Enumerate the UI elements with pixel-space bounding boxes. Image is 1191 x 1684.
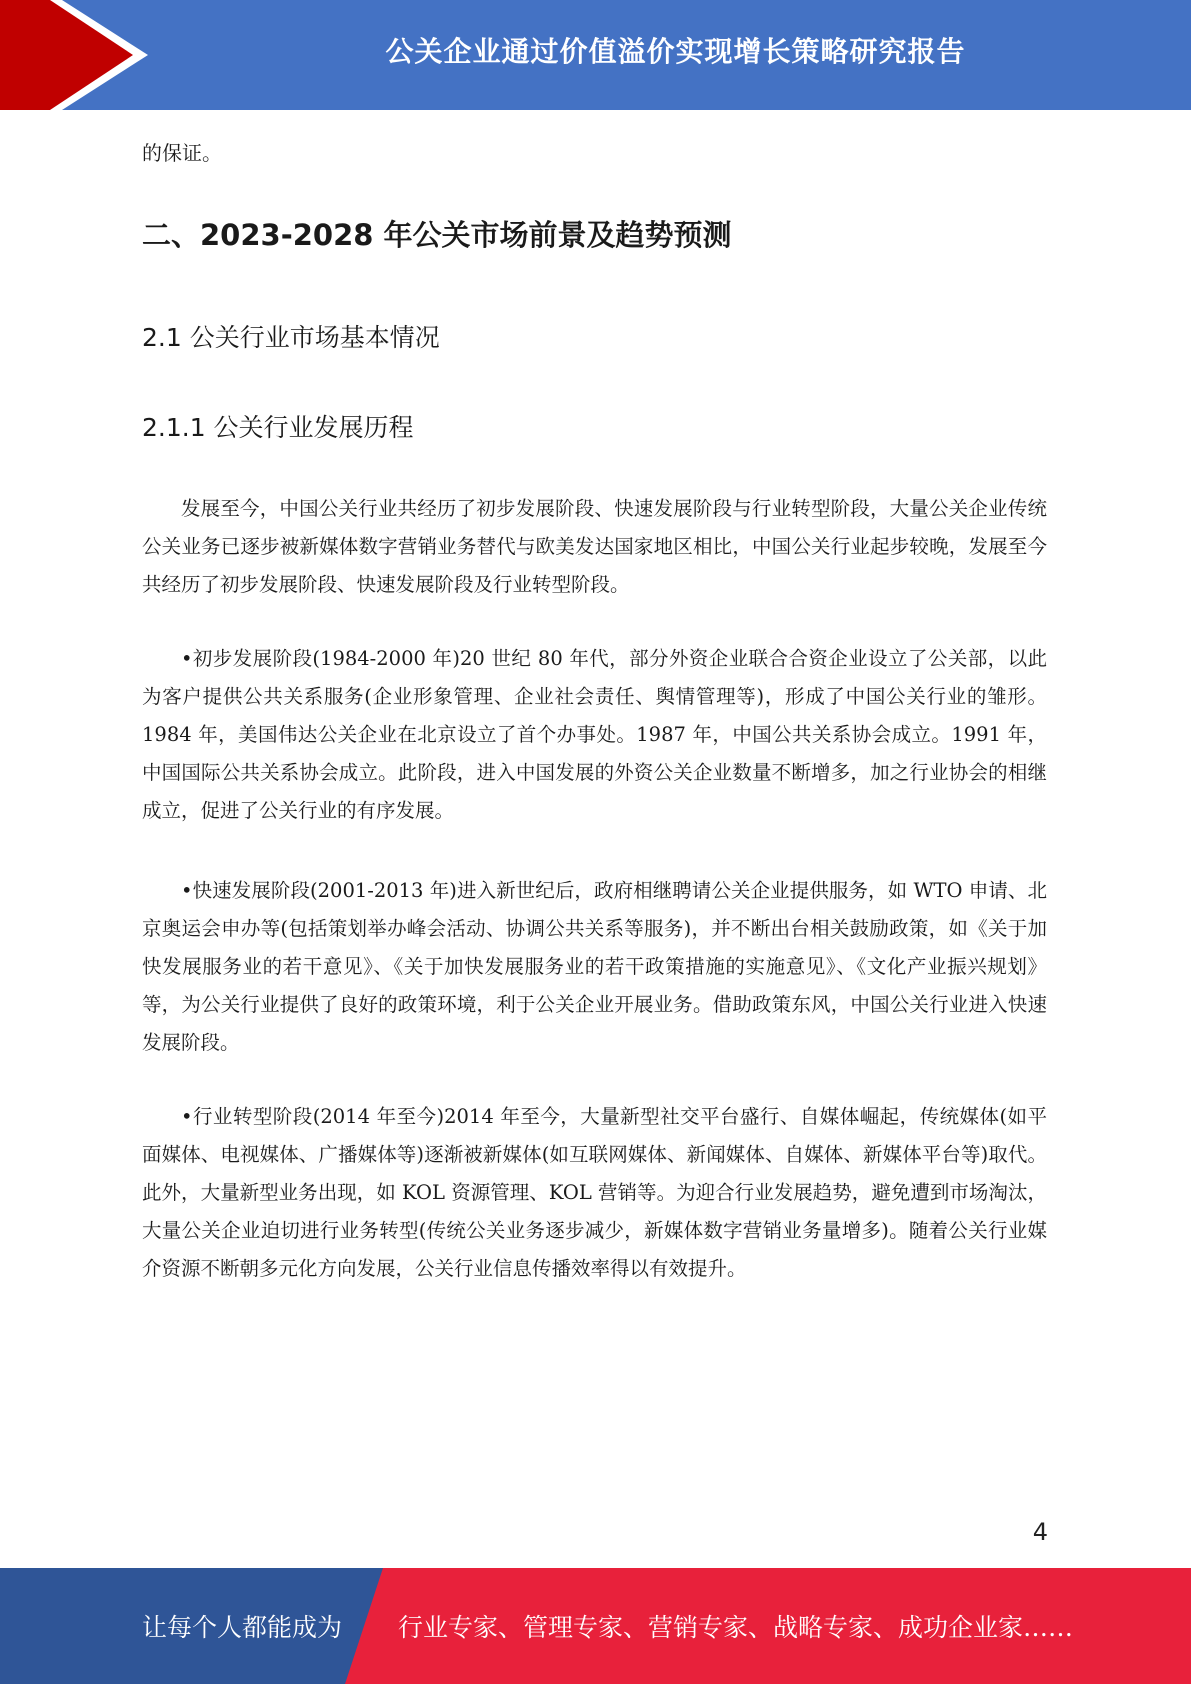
- header-title: 公关企业通过价值溢价实现增长策略研究报告: [385, 35, 966, 68]
- page-header: [0, 0, 1191, 110]
- paragraph-initial-stage: •初步发展阶段(1984-2000 年)20 世纪 80 年代，部分外资企业联合合资企业设立了公关部，以此为客户提供公共关系服务(企业形象管理、企业社会责任、舆情管理等)，形成了中国公关行业的雏形。1984 年，美国伟达公关企业在北京设立了首个办事处。1987 年，中国公共关系协会成立。1991 年，中国国际公共关系协会成立。此阶段，进入中国发展的外资公关企业数量不断增多，加之行业协会的相继成立，促进了公关行业的有序发展。: [142, 647, 1047, 822]
- page-footer: [0, 1568, 1191, 1684]
- footer-slogan-left: 让每个人都能成为: [142, 1613, 343, 1642]
- paragraph-transformation-stage: •行业转型阶段(2014 年至今)2014 年至今，大量新型社交平台盛行、自媒体崛起，传统媒体(如平面媒体、电视媒体、广播媒体等)逐渐被新媒体(如互联网媒体、新闻媒体、自媒体、新媒体平台等)取代。此外，大量新型业务出现，如 KOL 资源管理、KOL 营销等。为迎合行业发展趋势，避免遭到市场淘汰，大量公关企业迫切进行业务转型(传统公关业务逐步减少，新媒体数字营销业务量增多)。随着公关行业媒介资源不断朝多元化方向发展，公关行业信息传播效率得以有效提升。: [142, 1105, 1047, 1280]
- intro-fragment: 的保证。: [142, 141, 222, 165]
- section-title: 二、2023-2028 年公关市场前景及趋势预测: [142, 218, 732, 252]
- page-number: 4: [1032, 1518, 1048, 1546]
- subsubsection-title: 2.1.1 公关行业发展历程: [142, 413, 414, 442]
- paragraph-overview: 发展至今，中国公关行业共经历了初步发展阶段、快速发展阶段与行业转型阶段，大量公关企业传统公关业务已逐步被新媒体数字营销业务替代与欧美发达国家地区相比，中国公关行业起步较晚，发展至今共经历了初步发展阶段、快速发展阶段及行业转型阶段。: [142, 497, 1047, 596]
- footer-slogan-right: 行业专家、管理专家、营销专家、战略专家、成功企业家……: [398, 1613, 1074, 1642]
- paragraph-rapid-stage: •快速发展阶段(2001-2013 年)进入新世纪后，政府相继聘请公关企业提供服务，如 WTO 申请、北京奥运会申办等(包括策划举办峰会活动、协调公共关系等服务)，并不断出台相关鼓励政策，如《关于加快发展服务业的若干意见》、《关于加快发展服务业的若干政策措施的实施意见》、《文化产业振兴规划》等，为公关行业提供了良好的政策环境，利于公关企业开展业务。借助政策东风，中国公关行业进入快速发展阶段。: [142, 879, 1047, 1054]
- subsection-title: 2.1 公关行业市场基本情况: [142, 323, 440, 352]
